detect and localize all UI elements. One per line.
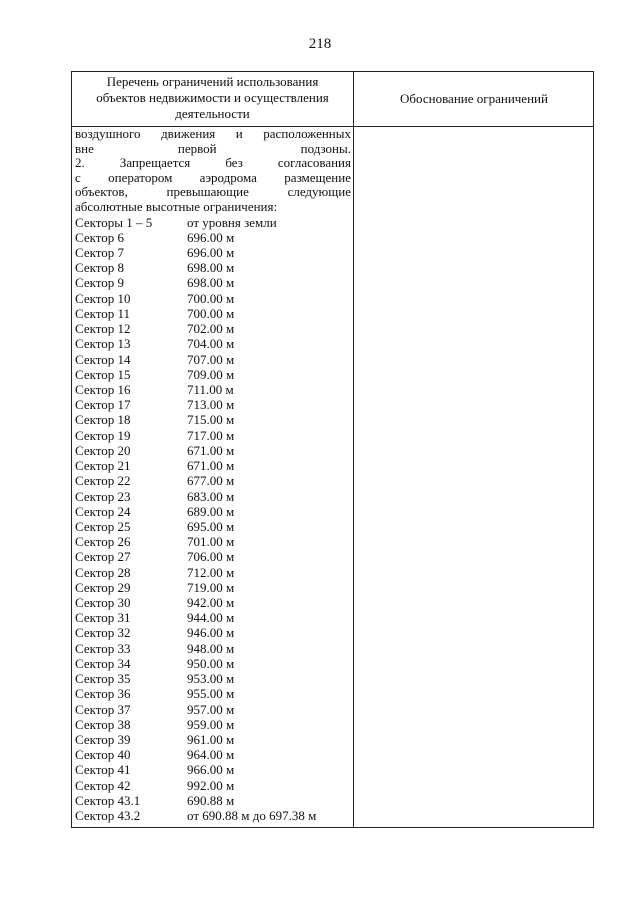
sector-height-value: 717.00 м bbox=[187, 427, 235, 443]
sector-row bbox=[75, 565, 351, 580]
sector-row bbox=[75, 275, 351, 290]
sector-label: Сектор 8 bbox=[75, 260, 125, 276]
sector-label: Сектор 17 bbox=[75, 397, 131, 413]
header-left-cell bbox=[72, 74, 353, 123]
sector-row bbox=[75, 428, 351, 443]
sector-label: Сектор 15 bbox=[75, 366, 131, 382]
sector-height-value: 698.00 м bbox=[187, 260, 235, 276]
sector-label: Сектор 24 bbox=[75, 503, 131, 519]
sector-row bbox=[75, 610, 351, 625]
sector-height-value: 671.00 м bbox=[187, 442, 235, 458]
sector-row bbox=[75, 656, 351, 671]
sector-label: Сектор 22 bbox=[75, 473, 131, 489]
intro-line: вне первой подзоны. bbox=[75, 140, 351, 156]
sector-row bbox=[75, 260, 351, 275]
sector-label: Сектор 18 bbox=[75, 412, 131, 428]
sector-label: Сектор 12 bbox=[75, 321, 131, 337]
sector-row bbox=[75, 382, 351, 397]
sector-label: Сектор 35 bbox=[75, 671, 131, 687]
sector-label: Сектор 21 bbox=[75, 458, 131, 474]
intro-line: объектов, превышающие следующие bbox=[75, 184, 351, 200]
sector-height-value: 704.00 м bbox=[187, 336, 235, 352]
sector-label: Сектор 19 bbox=[75, 427, 131, 443]
sector-row bbox=[75, 595, 351, 610]
intro-line: абсолютные высотные ограничения: bbox=[75, 198, 278, 214]
body-left-cell bbox=[75, 127, 351, 823]
column-divider bbox=[353, 72, 354, 827]
sector-row bbox=[75, 762, 351, 777]
sector-height-value: 709.00 м bbox=[187, 366, 235, 382]
sector-label: Секторы 1 – 5 bbox=[75, 214, 153, 230]
sector-height-value: 712.00 м bbox=[187, 564, 235, 580]
header-right-text: Обоснование ограничений bbox=[400, 91, 548, 106]
sector-row bbox=[75, 336, 351, 351]
sector-height-value: 715.00 м bbox=[187, 412, 235, 428]
sector-label: Сектор 41 bbox=[75, 762, 131, 778]
sector-label: Сектор 43.1 bbox=[75, 792, 141, 808]
sector-height-value: 700.00 м bbox=[187, 290, 235, 306]
sector-row bbox=[75, 671, 351, 686]
sector-row bbox=[75, 580, 351, 595]
sector-label: Сектор 39 bbox=[75, 732, 131, 747]
sector-height-value: 677.00 м bbox=[187, 473, 235, 489]
sector-label: Сектор 34 bbox=[75, 655, 131, 671]
sector-row bbox=[75, 504, 351, 519]
sector-row bbox=[75, 625, 351, 640]
sector-label: Сектор 31 bbox=[75, 610, 131, 626]
sector-label: Сектор 28 bbox=[75, 564, 131, 580]
sector-height-value: от уровня земли bbox=[187, 214, 277, 230]
sector-height-value: 689.00 м bbox=[187, 503, 235, 519]
sector-label: Сектор 42 bbox=[75, 777, 131, 793]
header-right-cell bbox=[354, 72, 594, 126]
sector-height-value: 944.00 м bbox=[187, 610, 235, 626]
sector-row bbox=[75, 321, 351, 336]
sector-height-value: 696.00 м bbox=[187, 229, 235, 245]
sector-row bbox=[75, 717, 351, 732]
sector-label: Сектор 43.2 bbox=[75, 808, 141, 824]
sector-row bbox=[75, 747, 351, 762]
sector-height-value: 961.00 м bbox=[187, 732, 235, 747]
sector-label: Сектор 13 bbox=[75, 336, 131, 352]
sector-height-value: 950.00 м bbox=[187, 655, 235, 671]
sector-height-value: 700.00 м bbox=[187, 305, 235, 321]
sector-label: Сектор 32 bbox=[75, 625, 131, 641]
sector-label: Сектор 38 bbox=[75, 716, 131, 732]
sector-row bbox=[75, 397, 351, 412]
sector-label: Сектор 9 bbox=[75, 275, 125, 291]
sector-label: Сектор 36 bbox=[75, 686, 131, 702]
sector-label: Сектор 40 bbox=[75, 747, 131, 763]
sector-label: Сектор 30 bbox=[75, 595, 131, 611]
sector-row bbox=[75, 352, 351, 367]
sector-height-value: 946.00 м bbox=[187, 625, 235, 641]
page-number: 218 bbox=[308, 36, 332, 52]
sector-label: Сектор 16 bbox=[75, 381, 131, 397]
intro-line: воздушного движения и расположенных bbox=[75, 126, 351, 141]
sector-height-value: 966.00 м bbox=[187, 762, 235, 778]
sector-row bbox=[75, 473, 351, 488]
header-left-line: деятельности bbox=[175, 106, 250, 122]
sector-height-value: 690.88 м bbox=[187, 792, 235, 808]
sector-row bbox=[75, 549, 351, 564]
sector-label: Сектор 14 bbox=[75, 351, 131, 367]
sector-row bbox=[75, 291, 351, 306]
sector-row bbox=[75, 215, 351, 230]
sector-label: Сектор 10 bbox=[75, 290, 131, 306]
sector-height-value: 713.00 м bbox=[187, 397, 235, 413]
sector-height-value: 711.00 м bbox=[187, 381, 234, 397]
sector-row bbox=[75, 793, 351, 808]
sector-label: Сектор 29 bbox=[75, 579, 131, 595]
intro-line: с оператором аэродрома размещение bbox=[75, 169, 351, 185]
sector-label: Сектор 11 bbox=[75, 305, 131, 321]
sector-label: Сектор 26 bbox=[75, 534, 131, 550]
sector-row bbox=[75, 778, 351, 793]
header-left-line: Перечень ограничений использования bbox=[106, 74, 319, 89]
sector-row bbox=[75, 458, 351, 473]
sector-label: Сектор 37 bbox=[75, 701, 131, 717]
restrictions-table bbox=[71, 71, 594, 828]
sector-height-value: 702.00 м bbox=[187, 321, 235, 337]
sector-label: Сектор 25 bbox=[75, 518, 131, 534]
sector-label: Сектор 23 bbox=[75, 488, 131, 504]
sector-label: Сектор 27 bbox=[75, 549, 131, 565]
sector-height-value: 719.00 м bbox=[187, 579, 235, 595]
sector-row bbox=[75, 443, 351, 458]
sector-height-list bbox=[75, 215, 351, 824]
sector-label: Сектор 33 bbox=[75, 640, 131, 656]
sector-height-value: 942.00 м bbox=[187, 595, 235, 611]
sector-height-value: 706.00 м bbox=[187, 549, 235, 565]
sector-row bbox=[75, 367, 351, 382]
sector-row bbox=[75, 641, 351, 656]
sector-height-value: 707.00 м bbox=[187, 351, 235, 367]
sector-height-value: 953.00 м bbox=[187, 671, 235, 687]
sector-height-value: 964.00 м bbox=[187, 747, 235, 763]
sector-row bbox=[75, 808, 351, 823]
sector-height-value: 701.00 м bbox=[187, 534, 235, 550]
sector-height-value: 992.00 м bbox=[187, 777, 235, 793]
sector-row bbox=[75, 245, 351, 260]
sector-height-value: 948.00 м bbox=[187, 640, 235, 656]
sector-height-value: 696.00 м bbox=[187, 245, 235, 260]
sector-row bbox=[75, 686, 351, 701]
sector-row bbox=[75, 230, 351, 245]
sector-row bbox=[75, 702, 351, 717]
sector-row bbox=[75, 412, 351, 427]
sector-height-value: 957.00 м bbox=[187, 701, 235, 717]
sector-height-value: 695.00 м bbox=[187, 518, 235, 534]
header-left-line: объектов недвижимости и осуществления bbox=[96, 90, 329, 106]
sector-height-value: 683.00 м bbox=[187, 488, 235, 504]
sector-height-value: 698.00 м bbox=[187, 275, 235, 291]
intro-line: 2. Запрещается без согласования bbox=[75, 155, 351, 171]
sector-row bbox=[75, 534, 351, 549]
sector-row bbox=[75, 489, 351, 504]
sector-height-value: от 690.88 м до 697.38 м bbox=[187, 808, 317, 824]
sector-height-value: 671.00 м bbox=[187, 458, 235, 474]
sector-label: Сектор 7 bbox=[75, 245, 125, 260]
sector-row bbox=[75, 306, 351, 321]
sector-row bbox=[75, 732, 351, 747]
sector-label: Сектор 20 bbox=[75, 442, 131, 458]
sector-label: Сектор 6 bbox=[75, 229, 125, 245]
sector-height-value: 955.00 м bbox=[187, 686, 235, 702]
sector-row bbox=[75, 519, 351, 534]
sector-height-value: 959.00 м bbox=[187, 716, 235, 732]
